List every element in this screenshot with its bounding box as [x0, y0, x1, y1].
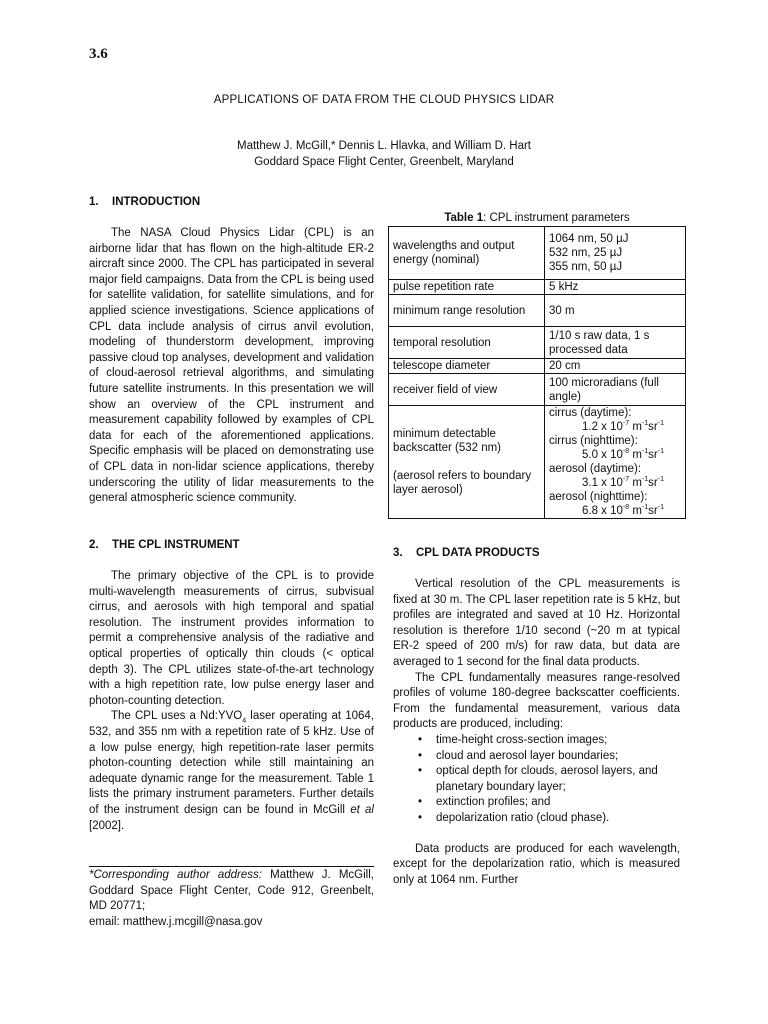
table-caption-text: : CPL instrument parameters	[483, 212, 630, 224]
products-paragraph-1: Vertical resolution of the CPL measurements is fixed at 30 m. The CPL laser repetition rate is 5 kHz, but profiles are integrated and saved at 10 Hz. Horizontal resolution is therefore 1/10 second (~20 m at typical ER-2 speed of 200 m/s) for raw data, but data are averaged to 1 second for the final data products.	[393, 578, 680, 668]
parameters-table	[388, 226, 686, 519]
backscatter-value	[549, 476, 681, 490]
value-line: 355 nm, 50 µJ	[549, 261, 623, 273]
p2-text-b: laser operating at 1064, 532, and 355 nm with a repetition rate of 5 kHz. Use of a low pulse energy, high repetition-rate laser permits photon-counting detection while still maintaining an adequate dynamic range for the measurement. Table 1 lists the primary instrument parameters. Further details of the instrument design can be found in McGill	[89, 710, 374, 816]
footnote	[89, 868, 374, 930]
table-cell-param: wavelengths and output energy (nominal)	[389, 227, 545, 280]
table-caption	[388, 212, 686, 224]
unit-sr: sr	[648, 477, 658, 489]
paper-number: 3.6	[89, 46, 108, 62]
paper-title: APPLICATIONS OF DATA FROM THE CLOUD PHYSICS LIDAR	[213, 94, 555, 106]
backscatter-value	[549, 504, 681, 518]
table-cell-value: 20 cm	[545, 359, 686, 374]
table-cell-value: 5 kHz	[545, 280, 686, 295]
section-1-title: INTRODUCTION	[112, 196, 201, 208]
footnote-rule	[89, 866, 374, 867]
instrument-body	[89, 569, 374, 834]
value-exponent: -8	[622, 504, 630, 512]
backscatter-label: aerosol (nighttime):	[549, 491, 648, 503]
unit-m: m	[629, 449, 642, 461]
spacer	[393, 827, 680, 842]
unit-m-exponent: -1	[641, 448, 649, 456]
backscatter-note: (aerosol refers to boundary layer aerosol)	[393, 470, 532, 496]
table-cell-value	[545, 406, 686, 519]
unit-m: m	[629, 477, 642, 489]
value-exponent: -8	[622, 448, 630, 456]
table-row	[389, 227, 686, 280]
value-mantissa: 6.8 x 10	[582, 505, 623, 517]
authors: Matthew J. McGill,* Dennis L. Hlavka, and William D. Hart	[237, 140, 531, 152]
table-cell-value: 1/10 s raw data, 1 s processed data	[545, 327, 686, 359]
unit-m-exponent: -1	[641, 476, 649, 484]
table-row	[389, 295, 686, 327]
list-item: • extinction profiles; and	[393, 795, 680, 811]
value-line: 1064 nm, 50 µJ	[549, 233, 629, 245]
value-exponent: -7	[622, 420, 630, 428]
p2-italic: et al	[350, 803, 374, 816]
table-row	[389, 406, 686, 519]
value-mantissa: 1.2 x 10	[582, 421, 623, 433]
section-1-heading	[89, 196, 374, 208]
table-cell-value	[545, 227, 686, 280]
list-item: • cloud and aerosol layer boundaries;	[393, 749, 680, 765]
affiliation: Goddard Space Flight Center, Greenbelt, Maryland	[254, 156, 514, 168]
backscatter-value	[549, 420, 681, 434]
table-row	[389, 359, 686, 374]
p2-text-a: The CPL uses a Nd:YVO	[111, 710, 243, 723]
footnote-email: email: matthew.j.mcgill@nasa.gov	[89, 915, 263, 928]
table-caption-label: Table 1	[444, 212, 484, 224]
backscatter-param: minimum detectable backscatter (532 nm)	[393, 428, 502, 454]
intro-paragraph: The NASA Cloud Physics Lidar (CPL) is an airborne lidar that has flown on the high-altitude ER-2 aircraft since 2000. The CPL has participated in several major field campaigns. Data from the CPL is being used for satellite validation, for satellite simulations, and for applied science investigations. Science applications of CPL data include analysis of cirrus anvil evolution, modeling of thunderstorm development, improving passive cloud top analyses, development and validation of cloud-aerosol retrieval algorithms, and simulating future satellite instruments. In this presentation we will show an overview of the CPL instrument and measurement capability followed by examples of CPL data for each of the aforementioned applications. Specific emphasis will be placed on demonstrating use of CPL data in non-lidar science applications, thereby underscoring the utility of lidar measurements to the general atmospheric science community.	[89, 227, 374, 505]
backscatter-label: cirrus (daytime):	[549, 407, 632, 419]
list-item: • time-height cross-section images;	[393, 733, 680, 749]
value-mantissa: 3.1 x 10	[582, 477, 623, 489]
table-cell-value: 100 microradians (full angle)	[545, 374, 686, 406]
backscatter-label: aerosol (daytime):	[549, 463, 642, 475]
table-cell-param: telescope diameter	[389, 359, 545, 374]
section-2-title: THE CPL INSTRUMENT	[112, 539, 240, 551]
table-cell-param: temporal resolution	[389, 327, 545, 359]
section-3-title: CPL DATA PRODUCTS	[416, 547, 540, 559]
unit-sr-exponent: -1	[657, 420, 664, 428]
value-line: 532 nm, 25 µJ	[549, 247, 623, 259]
list-item: • optical depth for clouds, aerosol layers, and planetary boundary layer;	[393, 764, 680, 795]
unit-sr-exponent: -1	[657, 476, 664, 484]
table-cell-value: 30 m	[545, 295, 686, 327]
products-paragraph-2: The CPL fundamentally measures range-resolved profiles of volume 180-degree backscatter coefficients. From the fundamental measurement, various data products are produced, including:	[393, 671, 680, 731]
p2-text-c: [2002].	[89, 819, 125, 832]
table-cell-param: receiver field of view	[389, 374, 545, 406]
value-mantissa: 5.0 x 10	[582, 449, 623, 461]
unit-sr: sr	[648, 421, 658, 433]
unit-m-exponent: -1	[641, 504, 649, 512]
section-3-heading	[393, 547, 680, 559]
table-cell-param: minimum range resolution	[389, 295, 545, 327]
products-list	[393, 733, 680, 827]
instrument-paragraph-1: The primary objective of the CPL is to provide multi-wavelength measurements of cirrus, subvisual cirrus, and aerosols with high temporal and spatial resolution. The instrument provides information to permit a comprehensive analysis of the radiative and optical properties of optically thin clouds (< optical depth 3). The CPL utilizes state-of-the-art technology with a high repetition rate, low pulse energy laser and photon-counting detection.	[89, 570, 374, 707]
table-cell-param	[389, 406, 545, 519]
section-2-heading	[89, 539, 374, 551]
backscatter-label: cirrus (nighttime):	[549, 435, 638, 447]
unit-sr-exponent: -1	[657, 448, 664, 456]
unit-m: m	[629, 505, 642, 517]
footnote-address	[89, 868, 374, 915]
value-exponent: -7	[622, 476, 630, 484]
section-1-number: 1.	[89, 196, 99, 208]
section-3-number: 3.	[393, 547, 403, 559]
unit-sr: sr	[648, 449, 658, 461]
table-row	[389, 327, 686, 359]
footnote-text: Matthew J. McGill, Goddard Space Flight Center, Code 912, Greenbelt, MD 20771;	[89, 869, 374, 913]
table-row	[389, 280, 686, 295]
unit-sr-exponent: -1	[657, 504, 664, 512]
table-cell-param: pulse repetition rate	[389, 280, 545, 295]
products-body	[393, 577, 680, 888]
instrument-paragraph-2	[89, 709, 374, 834]
list-item: • depolarization ratio (cloud phase).	[393, 811, 680, 827]
author-block	[0, 138, 768, 170]
p2-subscript: 4	[242, 717, 247, 725]
spacer	[393, 455, 540, 469]
footnote-label: *Corresponding author address:	[89, 869, 262, 881]
table-row	[389, 374, 686, 406]
section-2-number: 2.	[89, 539, 99, 551]
unit-m: m	[629, 421, 642, 433]
unit-m-exponent: -1	[641, 420, 649, 428]
products-paragraph-3: Data products are produced for each wavelength, except for the depolarization ratio, which is measured only at 1064 nm. Further	[393, 842, 680, 886]
backscatter-value	[549, 448, 681, 462]
unit-sr: sr	[648, 505, 658, 517]
